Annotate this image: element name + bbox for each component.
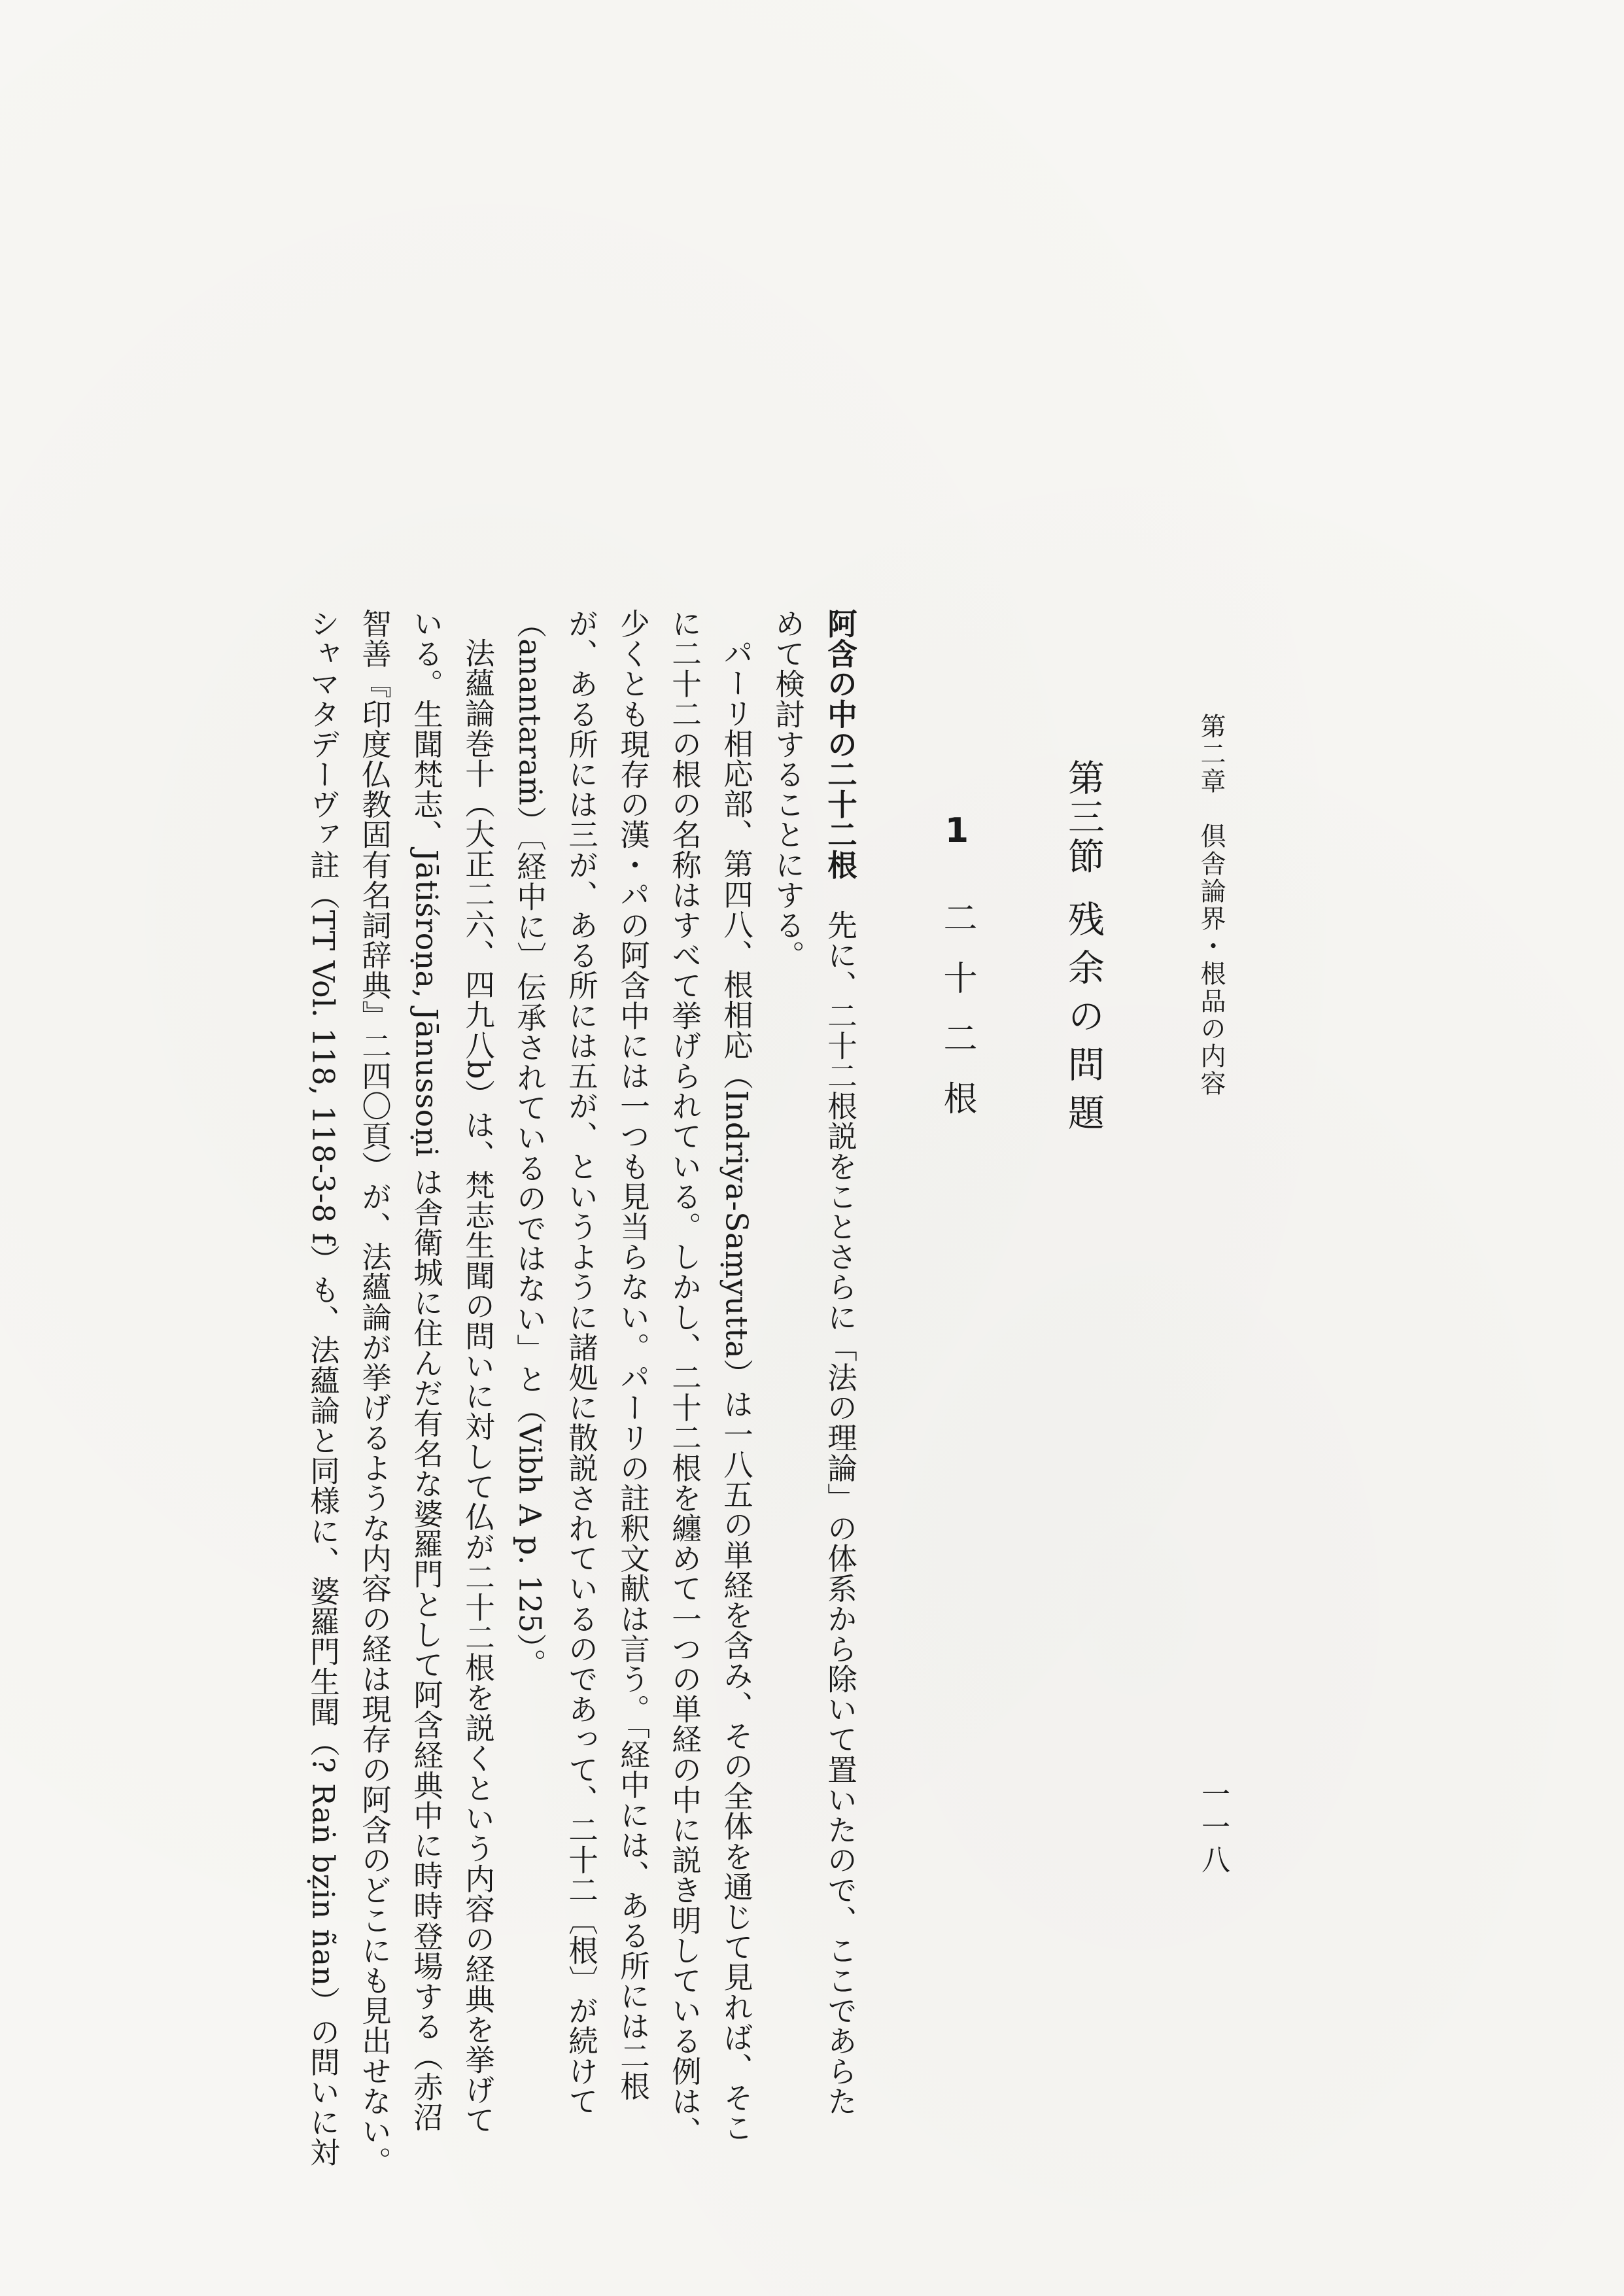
body-line-1 [823,608,858,2117]
section-heading [1062,759,1105,1142]
body-line-11: シャマタデーヴァ註（TT Vol. 118, 118-3-8 f）も、法蘊論と同様に、婆羅門生聞（? Raṅ bẓin ñan）の問いに対 [305,608,341,2168]
body-line-6: が、ある所には三が、ある所には五が、というように諸処に散説されているのであって、二十二〔根〕が続けて [564,608,599,2116]
body-line-5: 少くとも現存の漢・パの阿含中には一つも見当らない。パーリの註釈文献は言う。「経中には、ある所には二根 [615,608,651,2102]
body-line-9: いる。生聞梵志、Jātiśroṇa, Jānussoṇi は舎衛城に住んだ有名な婆羅門として阿含経典中に時時登場する（赤沼 [409,608,444,2132]
body-line-2: めて検討することにする。 [770,608,806,971]
body-line-3: パーリ相応部、第四八、根相応（Indriya-Saṃyutta）は一八五の単経を含み、その全体を通じて見れば、そこ [719,638,754,2143]
paragraph-heading: 阿含の中の二十二根 [823,608,858,880]
body-line-8: 法蘊論巻十（大正二六、四九八b）は、梵志生聞の問いに対して仏が二十二根を説くという内容の経典を挙げて [460,638,496,2135]
subsection-number: 1 [937,811,976,877]
section-title: 残余の問題 [1062,900,1105,1142]
body-text: 先に、二十二根説をことさらに「法の理論」の体系から除いて置いたので、ここであらた [823,879,858,2117]
page-number: 一一八 [1196,1779,1230,1877]
section-number: 第三節 [1062,759,1105,877]
running-header: 第二章 倶舎論界・根品の内容 [1196,713,1226,1098]
body-line-4: に二十二の根の名称はすべて挙げられている。しかし、二十二根を纏めて一つの単経の中に説き明している例は、 [667,608,702,2147]
body-line-10: 智善『印度仏教固有名詞辞典』二四〇頁）が、法蘊論が挙げるような内容の経は現存の阿含のどこにも見出せない。 [357,608,392,2177]
subsection-heading [937,811,976,1141]
body-line-7: （anantaraṁ）〔経中に〕伝承されているのではない」と（Vibh A p. 125）。 [512,608,547,1679]
subsection-title: 二十二根 [937,900,976,1141]
